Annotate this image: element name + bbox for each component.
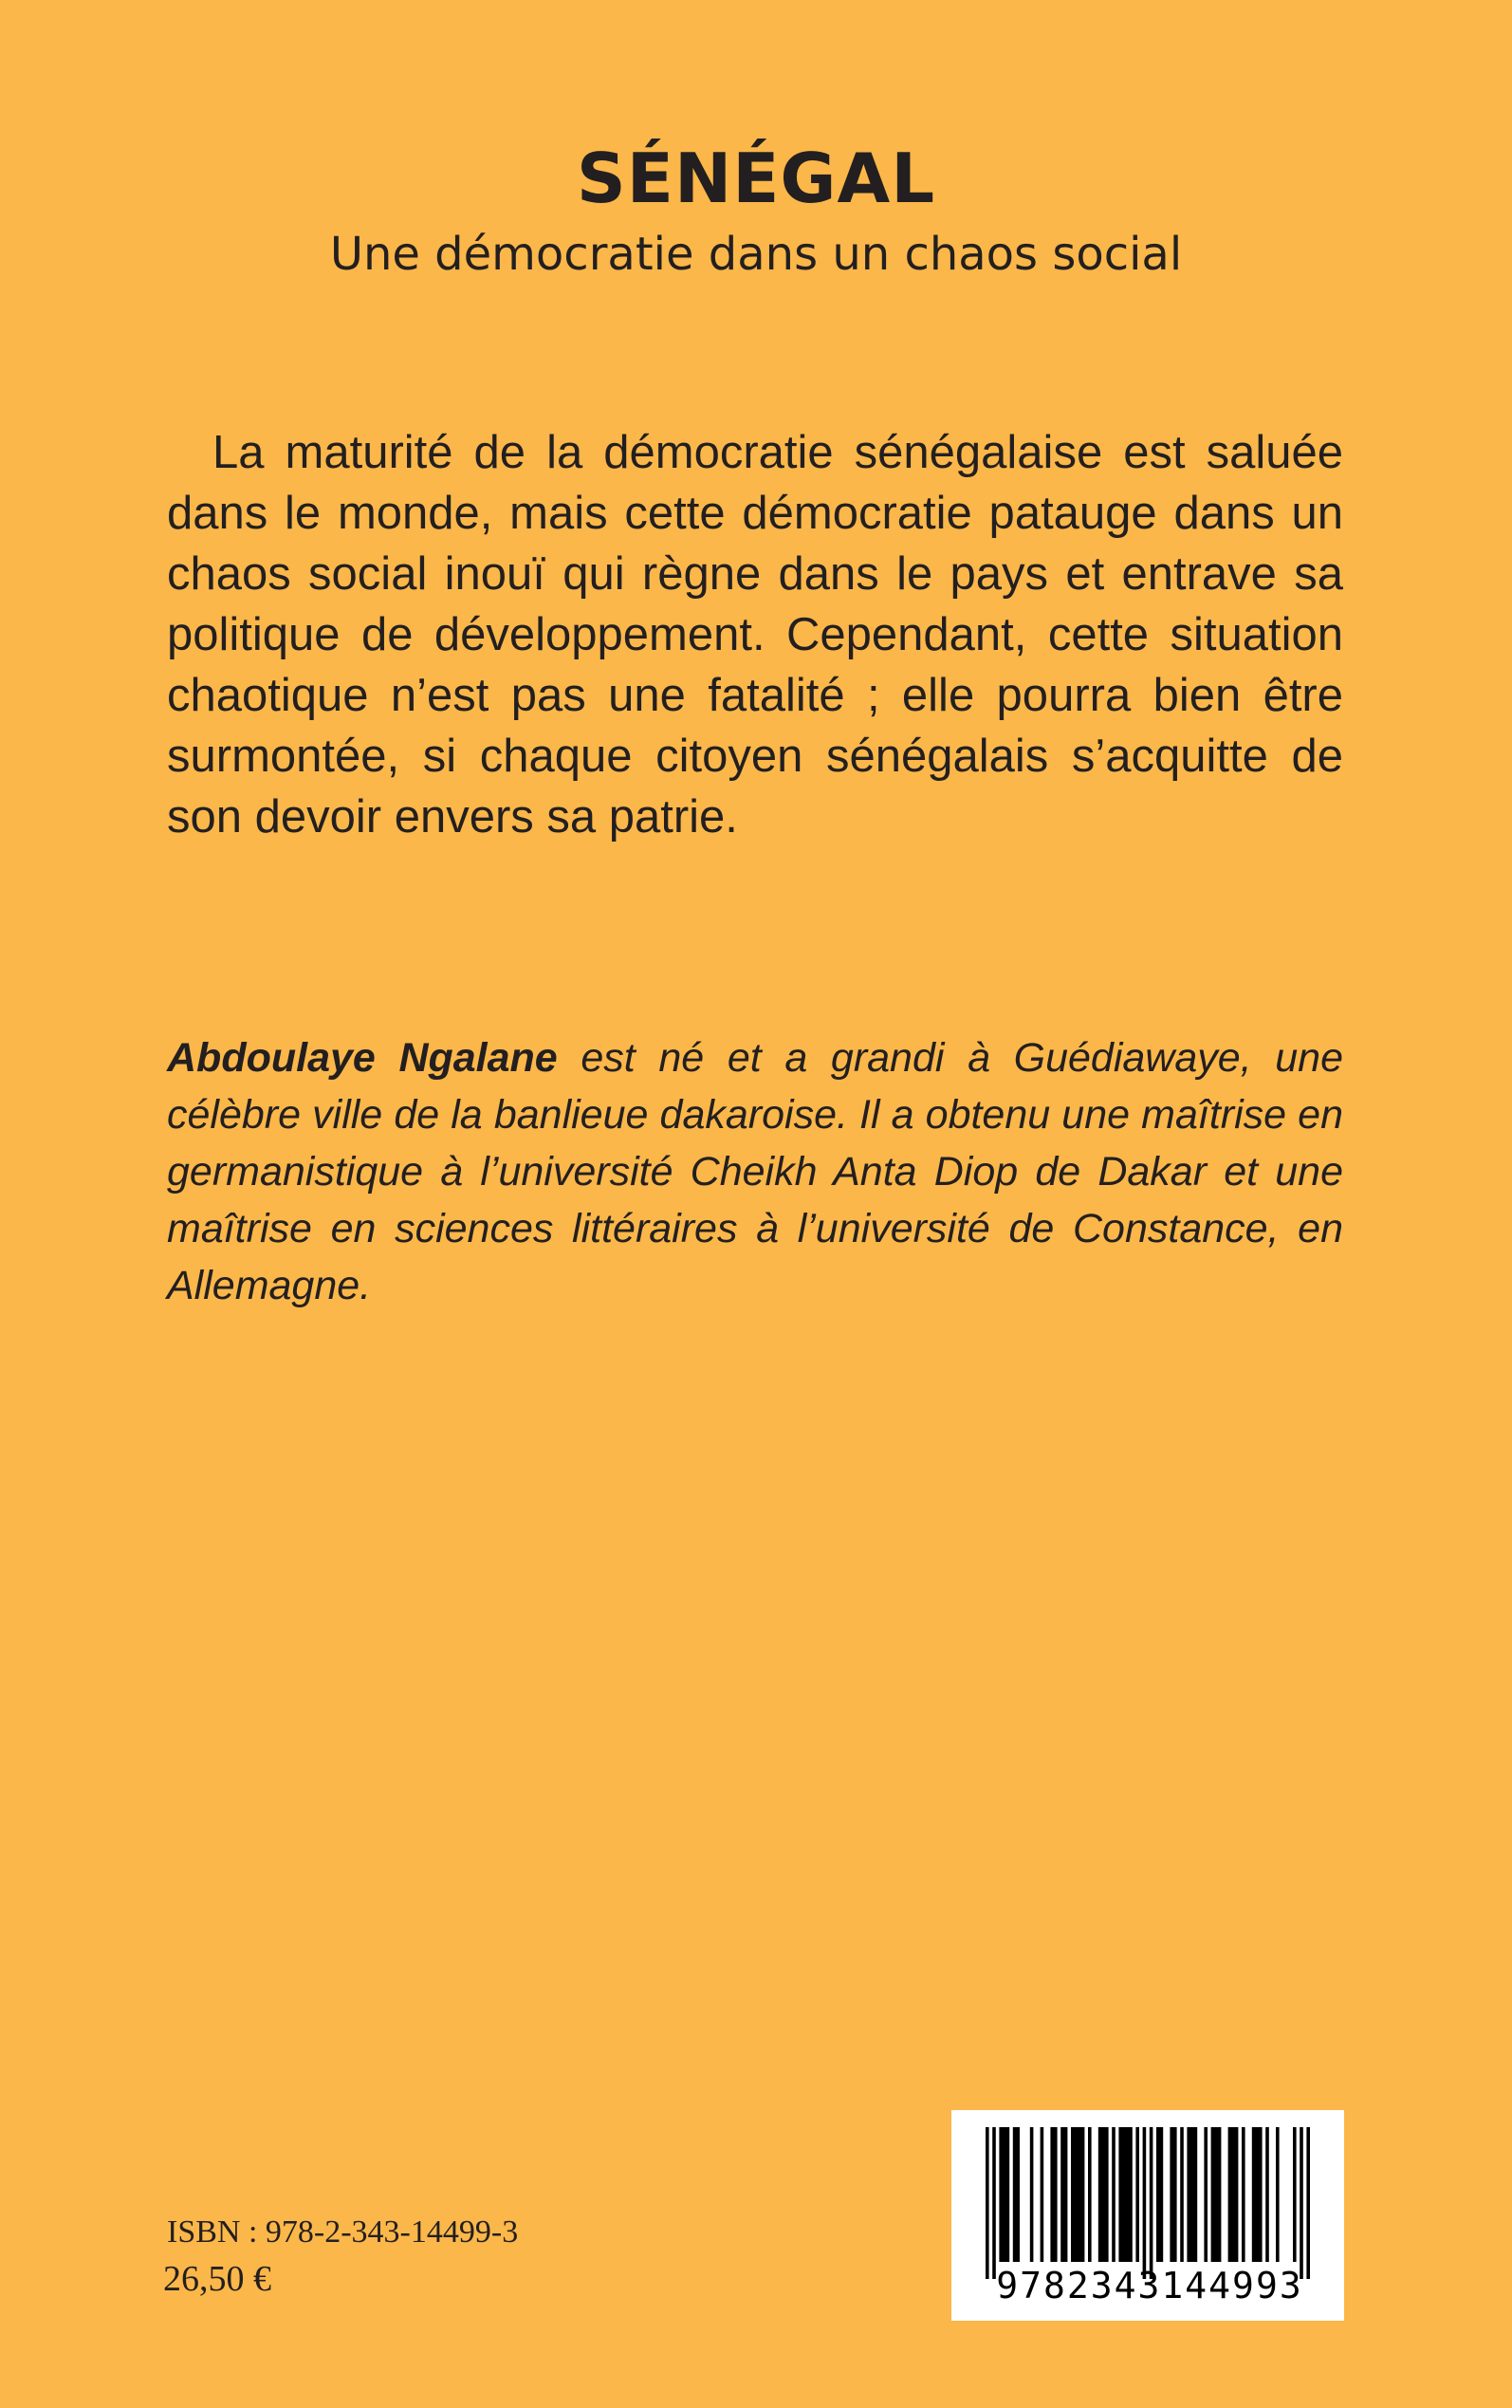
author-name: Abdoulaye Ngalane xyxy=(167,1035,558,1081)
barcode-digits: 9782343144993 xyxy=(996,2265,1303,2306)
barcode-bar xyxy=(1276,2127,1280,2262)
price: 26,50 € xyxy=(163,2259,271,2299)
barcode-bar xyxy=(1180,2127,1184,2262)
barcode-bar xyxy=(1252,2127,1263,2262)
author-bio-text: est né et a grandi à Guédiawaye, une célèbre ville de la banlieue dakaroise. Il a obtenu une maîtrise en germanistique à l’université Cheikh Anta Diop de Dakar et une maîtrise en sciences littéraires à l’université de Constance, en Allemagne. xyxy=(167,1035,1344,1308)
barcode-bar xyxy=(1050,2127,1057,2262)
barcode-bar xyxy=(1060,2127,1067,2262)
barcode-bar xyxy=(1013,2127,1020,2262)
book-subtitle: Une démocratie dans un chaos social xyxy=(329,228,1183,281)
barcode-bar xyxy=(1306,2127,1310,2279)
barcode xyxy=(951,2110,1344,2321)
barcode-bar xyxy=(1300,2127,1303,2279)
barcode-bar xyxy=(1118,2127,1132,2262)
isbn: ISBN : 978-2-343-14499-3 xyxy=(167,2214,519,2250)
barcode-bar xyxy=(1088,2127,1092,2262)
barcode-bar xyxy=(1041,2127,1044,2262)
author-bio xyxy=(167,1029,1343,1314)
barcode-bar xyxy=(986,2127,989,2279)
barcode-bar xyxy=(1143,2127,1147,2279)
barcode-bar xyxy=(1170,2127,1176,2262)
barcode-bar xyxy=(1135,2127,1139,2262)
barcode-bar xyxy=(1211,2127,1222,2262)
barcode-bar xyxy=(1204,2127,1208,2262)
book-title: SÉNÉGAL xyxy=(576,139,936,218)
barcode-bar xyxy=(1228,2127,1239,2262)
barcode-bar xyxy=(1156,2127,1163,2262)
barcode-bar xyxy=(1030,2127,1034,2262)
barcode-bar xyxy=(1187,2127,1197,2262)
barcode-bar xyxy=(1150,2127,1153,2279)
back-cover-blurb: La maturité de la démocratie sénégalaise est saluée dans le monde, mais cette démocratie patauge dans un chaos social inouï qui règne dans le pays et entrave sa politique de développement. Cependant, cette situation chaotique n’est pas une fatalité ; elle pourra bien être surmontée, si chaque citoyen sénégalais s’acquitte de son devoir envers sa patrie. xyxy=(167,427,1343,843)
barcode-bar xyxy=(999,2127,1009,2262)
barcode-bar xyxy=(1071,2127,1084,2262)
barcode-bar xyxy=(1098,2127,1109,2262)
barcode-bar xyxy=(1265,2127,1269,2262)
barcode-bar xyxy=(1293,2127,1297,2262)
barcode-bar xyxy=(1112,2127,1116,2262)
barcode-bar xyxy=(1242,2127,1245,2262)
barcode-bar xyxy=(992,2127,996,2279)
